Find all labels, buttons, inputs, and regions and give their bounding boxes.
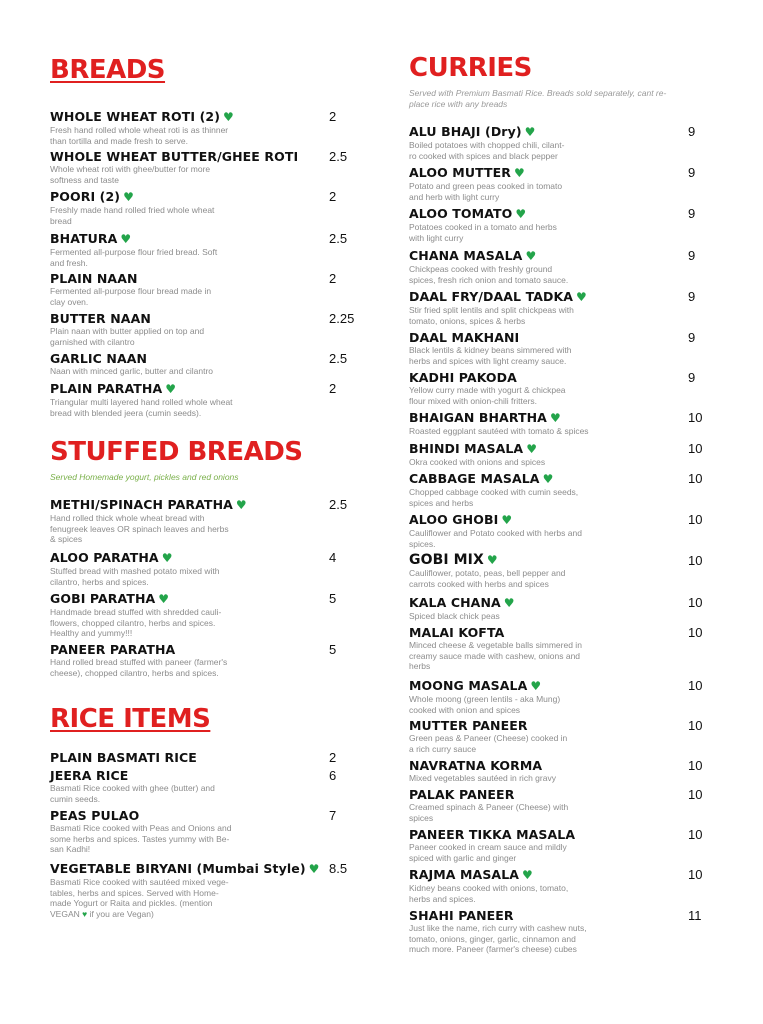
item-description: Plain naan with butter applied on top and garnished with cilantro bbox=[50, 326, 205, 347]
item-price: 2.5 bbox=[329, 231, 348, 246]
vegan-heart-icon: ♥ bbox=[165, 382, 177, 396]
item-description: Yellow curry made with yogurt & chickpea flour mixed with onion-chili fritters. bbox=[409, 385, 566, 406]
item-name: PANEER PARATHA bbox=[50, 642, 176, 657]
item-price: 2 bbox=[329, 189, 337, 204]
item-description: Fermented all-purpose flour bread made in clay oven. bbox=[50, 286, 212, 307]
item-name: JEERA RICE bbox=[50, 768, 129, 783]
menu-item bbox=[409, 248, 719, 285]
item-name: ALOO MUTTER bbox=[409, 165, 511, 180]
item-name: PLAIN PARATHA bbox=[50, 381, 163, 396]
item-price: 10 bbox=[688, 471, 703, 486]
item-description: Chopped cabbage cooked with cumin seeds, spices and herbs bbox=[409, 487, 579, 508]
item-price: 5 bbox=[329, 591, 337, 606]
item-price: 10 bbox=[688, 867, 703, 882]
item-description: Naan with minced garlic, butter and cilantro bbox=[50, 366, 213, 376]
item-price: 2 bbox=[329, 109, 337, 124]
item-description: Black lentils & kidney beans simmered with herbs and spices with light creamy sauce. bbox=[409, 345, 572, 366]
menu-item bbox=[409, 370, 719, 406]
rice-items-heading: RICE ITEMS bbox=[50, 704, 211, 734]
menu-item bbox=[50, 768, 360, 804]
item-name: POORI (2) bbox=[50, 189, 121, 204]
menu-item bbox=[409, 512, 719, 549]
item-price: 10 bbox=[688, 441, 703, 456]
menu-item bbox=[50, 808, 360, 855]
item-price: 10 bbox=[688, 512, 703, 527]
item-price: 11 bbox=[688, 908, 702, 923]
menu-item bbox=[409, 595, 719, 622]
menu-item bbox=[409, 908, 719, 955]
item-name: ALOO GHOBI bbox=[409, 512, 499, 527]
item-name: DAAL FRY/DAAL TADKA bbox=[409, 289, 574, 304]
item-description: Fresh hand rolled whole wheat roti is as thinner than tortilla and made fresh to serve. bbox=[50, 125, 229, 146]
vegan-heart-icon: ♥ bbox=[526, 442, 538, 456]
vegan-heart-icon: ♥ bbox=[161, 551, 173, 565]
item-price: 2.25 bbox=[329, 311, 355, 326]
item-name: PLAIN BASMATI RICE bbox=[50, 750, 197, 765]
item-description: Green peas & Paneer (Cheese) cooked in a rich curry sauce bbox=[409, 733, 568, 754]
vegan-heart-icon: ♥ bbox=[530, 679, 542, 693]
item-name: MOONG MASALA bbox=[409, 678, 528, 693]
menu-item bbox=[409, 410, 719, 437]
vegan-heart-icon: ♥ bbox=[486, 553, 498, 567]
vegan-heart-icon: ♥ bbox=[235, 498, 247, 512]
curries-note: Served with Premium Basmati Rice. Breads sold separately, cant re- place rice with any breads bbox=[409, 88, 667, 109]
menu-item bbox=[409, 330, 719, 366]
item-price: 9 bbox=[688, 124, 696, 139]
item-description: Paneer cooked in cream sauce and mildly spiced with garlic and ginger bbox=[409, 842, 567, 863]
vegan-heart-icon: ♥ bbox=[158, 592, 170, 606]
vegan-heart-icon: ♥ bbox=[501, 513, 513, 527]
item-price: 9 bbox=[688, 165, 696, 180]
menu-item bbox=[409, 124, 719, 161]
menu-item bbox=[50, 231, 360, 268]
menu-item bbox=[409, 441, 719, 468]
item-description: Stuffed bread with mashed potato mixed with cilantro, herbs and spices. bbox=[50, 566, 220, 587]
item-price: 10 bbox=[688, 553, 703, 568]
item-description: Roasted eggplant sautéed with tomato & spices bbox=[409, 426, 589, 436]
item-description: Potatoes cooked in a tomato and herbs with light curry bbox=[409, 222, 557, 243]
item-price: 9 bbox=[688, 289, 696, 304]
curries-heading: CURRIES bbox=[409, 53, 532, 83]
item-price: 5 bbox=[329, 642, 337, 657]
item-description: Stir fried split lentils and split chickpeas with tomato, onions, spices & herbs bbox=[409, 305, 574, 326]
stuffed-breads-note: Served Homemade yogurt, pickles and red onions bbox=[50, 472, 239, 482]
item-name: CABBAGE MASALA bbox=[409, 471, 540, 486]
item-name: PALAK PANEER bbox=[409, 787, 515, 802]
item-description: Basmati Rice cooked with sautéed mixed vege- tables, herbs and spices. Served with Home- made Yogurt or Raita and pickles. (mention VEGAN ♥ if you are Vegan) bbox=[50, 877, 229, 919]
menu-item bbox=[50, 189, 360, 226]
item-price: 2 bbox=[329, 271, 337, 286]
item-description: Hand rolled bread stuffed with paneer (farmer's cheese), chopped cilantro, herbs and spices. bbox=[50, 657, 228, 678]
item-name: PEAS PULAO bbox=[50, 808, 140, 823]
menu-item bbox=[50, 351, 360, 377]
item-name: ALU BHAJI (Dry) bbox=[409, 124, 522, 139]
item-description: Basmati Rice cooked with Peas and Onions and some herbs and spices. Tastes yummy with Be- san Kadhi! bbox=[50, 823, 232, 854]
menu-item bbox=[409, 553, 719, 589]
menu-item bbox=[409, 471, 719, 508]
item-price: 10 bbox=[688, 595, 703, 610]
menu-item bbox=[409, 758, 719, 784]
menu-item bbox=[50, 591, 360, 639]
item-description: Just like the name, rich curry with cashew nuts, tomato, onions, ginger, garlic, cinnamon and much more. Paneer (farmer's cheese) cubes bbox=[409, 923, 587, 954]
item-name: ALOO TOMATO bbox=[409, 206, 513, 221]
menu-item bbox=[50, 109, 360, 146]
item-description: Freshly made hand rolled fried whole wheat bread bbox=[50, 205, 215, 226]
item-description: Mixed vegetables sautéed in rich gravy bbox=[409, 773, 556, 783]
menu-item bbox=[50, 642, 360, 678]
item-description: Boiled potatoes with chopped chili, cilant- ro cooked with spices and black pepper bbox=[409, 140, 565, 161]
menu-item bbox=[50, 861, 360, 919]
item-price: 2.5 bbox=[329, 497, 348, 512]
item-price: 10 bbox=[688, 718, 703, 733]
item-price: 2.5 bbox=[329, 351, 348, 366]
menu-item bbox=[409, 165, 719, 202]
item-name: DAAL MAKHANI bbox=[409, 330, 520, 345]
item-description: Whole moong (green lentils - aka Mung) cooked with onion and spices bbox=[409, 694, 561, 715]
vegan-heart-icon: ♥ bbox=[308, 862, 320, 876]
vegan-heart-icon: ♥ bbox=[123, 190, 134, 204]
menu-item bbox=[409, 289, 719, 326]
vegan-heart-icon: ♥ bbox=[549, 411, 561, 425]
item-description: Chickpeas cooked with freshly ground spices, fresh rich onion and tomato sauce. bbox=[409, 264, 569, 285]
vegan-heart-icon: ♥ bbox=[522, 868, 533, 882]
vegan-heart-icon: ♥ bbox=[120, 232, 132, 246]
menu-item bbox=[409, 718, 719, 754]
item-name: BHATURA bbox=[50, 231, 118, 246]
menu-item bbox=[50, 271, 360, 307]
menu-item bbox=[50, 149, 360, 185]
vegan-heart-icon: ♥ bbox=[525, 249, 537, 263]
item-description: Okra cooked with onions and spices bbox=[409, 457, 546, 467]
item-description: Hand rolled thick whole wheat bread with fenugreek leaves OR spinach leaves and herbs & spices bbox=[50, 513, 229, 544]
item-name: WHOLE WHEAT ROTI (2) bbox=[50, 109, 221, 124]
vegan-heart-icon: ♥ bbox=[576, 290, 587, 304]
item-price: 9 bbox=[688, 370, 696, 385]
item-price: 9 bbox=[688, 206, 696, 221]
item-name: NAVRATNA KORMA bbox=[409, 758, 543, 773]
item-name: BUTTER NAAN bbox=[50, 311, 151, 326]
item-name: CHANA MASALA bbox=[409, 248, 523, 263]
item-price: 10 bbox=[688, 758, 703, 773]
item-description: Cauliflower, potato, peas, bell pepper and carrots cooked with herbs and spices bbox=[409, 568, 566, 589]
vegan-heart-icon: ♥ bbox=[542, 472, 554, 486]
item-name: WHOLE WHEAT BUTTER/GHEE ROTI bbox=[50, 149, 299, 164]
vegan-heart-icon: ♥ bbox=[524, 125, 536, 139]
item-description: Cauliflower and Potato cooked with herbs and spices. bbox=[409, 528, 582, 549]
item-price: 10 bbox=[688, 678, 703, 693]
item-name: PANEER TIKKA MASALA bbox=[409, 827, 576, 842]
item-price: 2.5 bbox=[329, 149, 348, 164]
item-name: BHAIGAN BHARTHA bbox=[409, 410, 547, 425]
vegan-heart-icon: ♥ bbox=[514, 166, 525, 180]
item-name: METHI/SPINACH PARATHA bbox=[50, 497, 233, 512]
menu-item bbox=[50, 750, 360, 765]
item-description: Potato and green peas cooked in tomato and herb with light curry bbox=[409, 181, 563, 202]
item-name: KALA CHANA bbox=[409, 595, 501, 610]
item-price: 8.5 bbox=[329, 861, 348, 876]
vegan-heart-icon: ♥ bbox=[223, 110, 234, 124]
item-price: 9 bbox=[688, 248, 696, 263]
item-price: 7 bbox=[329, 808, 337, 823]
menu-item bbox=[50, 381, 360, 418]
item-price: 10 bbox=[688, 827, 703, 842]
item-description: Whole wheat roti with ghee/butter for more softness and taste bbox=[50, 164, 211, 185]
vegan-heart-icon: ♥ bbox=[503, 596, 515, 610]
menu-item bbox=[50, 497, 360, 545]
item-description: Triangular multi layered hand rolled whole wheat bread with blended jeera (cumin seeds). bbox=[50, 397, 233, 418]
item-name: RAJMA MASALA bbox=[409, 867, 520, 882]
item-price: 2 bbox=[329, 381, 337, 396]
item-price: 10 bbox=[688, 787, 703, 802]
menu-item bbox=[409, 787, 719, 823]
item-name: ALOO PARATHA bbox=[50, 550, 159, 565]
vegan-heart-icon: ♥ bbox=[82, 908, 88, 919]
item-name: GOBI MIX bbox=[409, 552, 484, 568]
menu-item bbox=[50, 311, 360, 347]
item-price: 10 bbox=[688, 625, 703, 640]
item-price: 4 bbox=[329, 550, 337, 565]
item-name: MUTTER PANEER bbox=[409, 718, 528, 733]
item-description: Handmade bread stuffed with shredded cauli- flowers, chopped cilantro, herbs and spices. Healthy and yummy!!! bbox=[50, 607, 222, 638]
item-description: Fermented all-purpose flour fried bread. Soft and fresh. bbox=[50, 247, 218, 268]
stuffed-breads-heading: STUFFED BREADS bbox=[50, 437, 303, 467]
item-description: Kidney beans cooked with onions, tomato, herbs and spices. bbox=[409, 883, 569, 904]
vegan-heart-icon: ♥ bbox=[515, 207, 527, 221]
menu-item bbox=[409, 678, 719, 715]
item-description: Spiced black chick peas bbox=[409, 611, 500, 621]
item-price: 9 bbox=[688, 330, 696, 345]
item-name: VEGETABLE BIRYANI (Mumbai Style) bbox=[50, 861, 306, 876]
item-price: 10 bbox=[688, 410, 703, 425]
menu-item bbox=[409, 867, 719, 904]
item-price: 6 bbox=[329, 768, 337, 783]
item-name: SHAHI PANEER bbox=[409, 908, 514, 923]
item-name: GOBI PARATHA bbox=[50, 591, 156, 606]
item-name: GARLIC NAAN bbox=[50, 351, 148, 366]
menu-item bbox=[409, 206, 719, 243]
item-name: MALAI KOFTA bbox=[409, 625, 505, 640]
breads-heading: BREADS bbox=[50, 55, 166, 85]
item-price: 2 bbox=[329, 750, 337, 765]
item-description: Basmati Rice cooked with ghee (butter) and cumin seeds. bbox=[50, 783, 215, 804]
item-name: KADHI PAKODA bbox=[409, 370, 517, 385]
item-description: Creamed spinach & Paneer (Cheese) with spices bbox=[409, 802, 569, 823]
menu-item bbox=[409, 625, 719, 672]
menu-item bbox=[409, 827, 719, 863]
item-name: PLAIN NAAN bbox=[50, 271, 138, 286]
menu-item bbox=[50, 550, 360, 587]
item-name: BHINDI MASALA bbox=[409, 441, 524, 456]
item-description: Minced cheese & vegetable balls simmered in creamy sauce made with cashew, onions and herbs bbox=[409, 640, 582, 671]
